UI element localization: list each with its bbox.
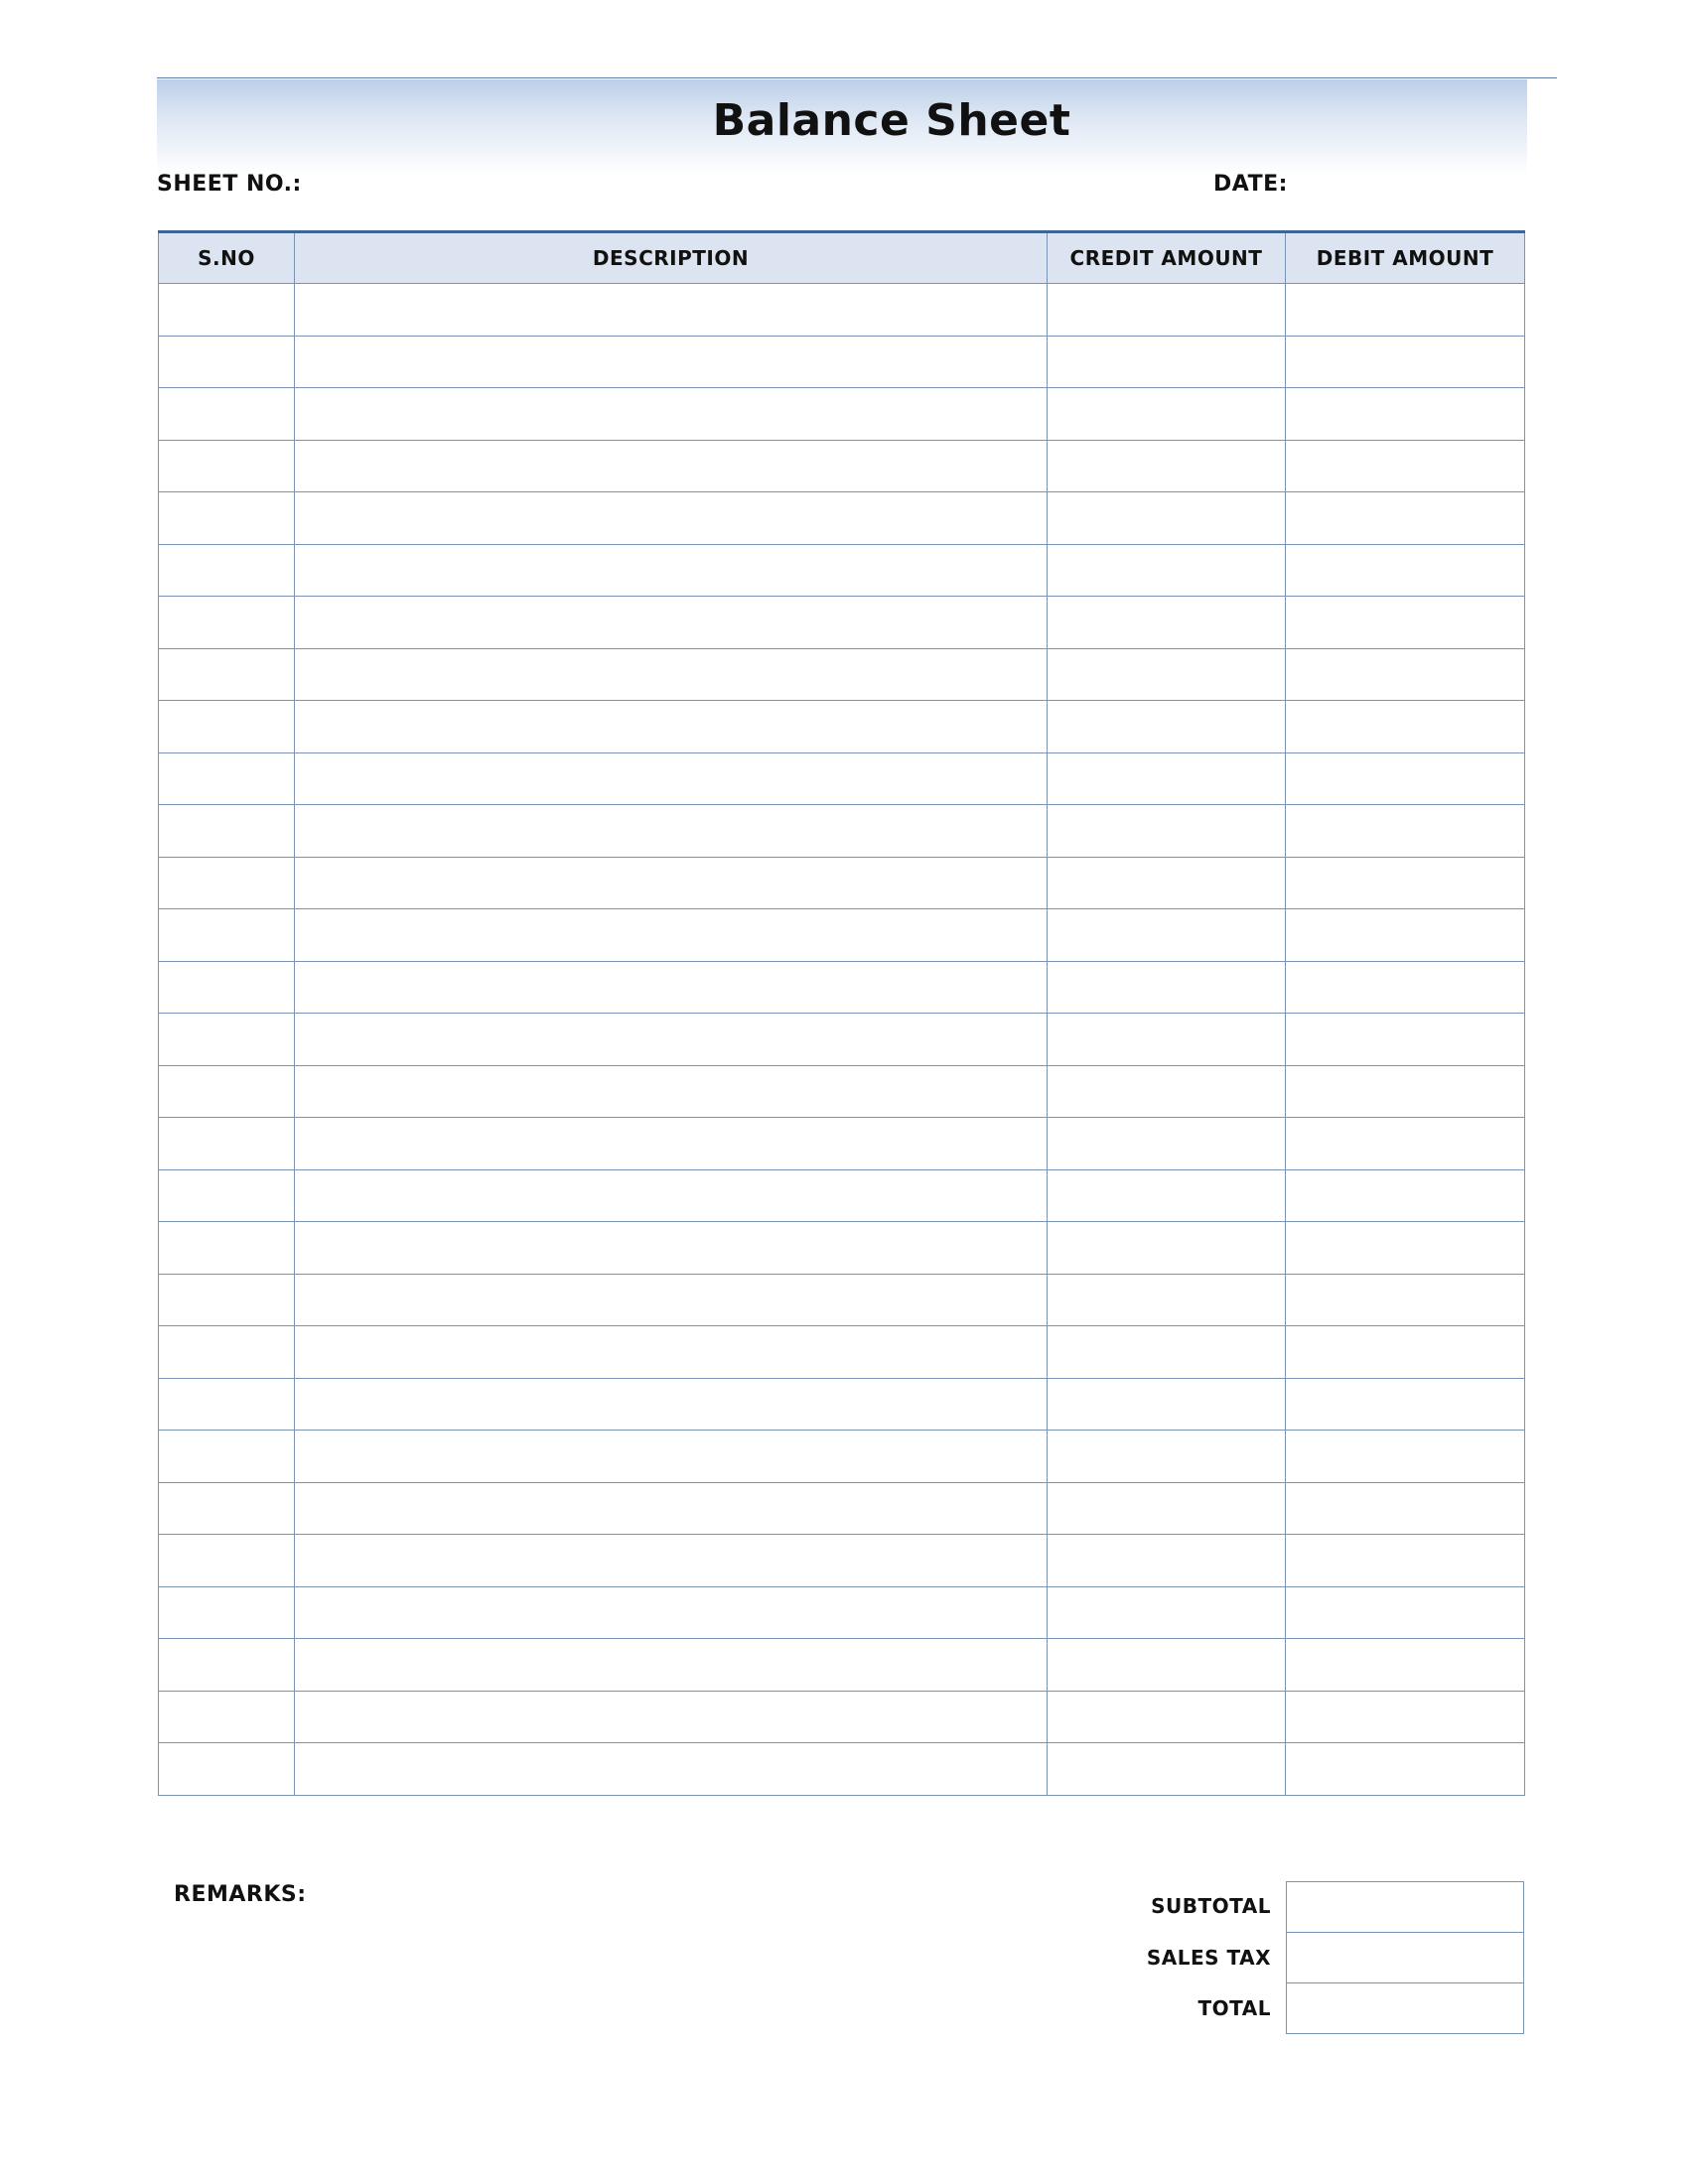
credit-amount-cell[interactable] xyxy=(1048,805,1286,858)
table-row xyxy=(159,1535,1525,1587)
column-header-sno: S.NO xyxy=(159,232,295,284)
table-row xyxy=(159,1639,1525,1692)
table-row xyxy=(159,1222,1525,1275)
credit-amount-cell[interactable] xyxy=(1048,1482,1286,1535)
sheet-no-label: SHEET NO.: xyxy=(157,172,302,197)
description-cell[interactable] xyxy=(295,440,1048,492)
description-cell[interactable] xyxy=(295,388,1048,441)
column-header-description: DESCRIPTION xyxy=(295,232,1048,284)
debit-amount-cell[interactable] xyxy=(1286,1014,1525,1066)
debit-amount-cell[interactable] xyxy=(1286,1482,1525,1535)
description-cell[interactable] xyxy=(295,336,1048,388)
debit-amount-cell[interactable] xyxy=(1286,1639,1525,1692)
page-title: Balance Sheet xyxy=(712,95,1071,146)
credit-amount-cell[interactable] xyxy=(1048,1378,1286,1431)
sno-cell[interactable] xyxy=(159,1065,295,1118)
debit-amount-cell[interactable] xyxy=(1286,597,1525,649)
sno-cell[interactable] xyxy=(159,1586,295,1639)
table-row xyxy=(159,701,1525,753)
remarks-label: REMARKS: xyxy=(174,1882,307,1907)
credit-amount-cell[interactable] xyxy=(1048,648,1286,701)
debit-amount-cell[interactable] xyxy=(1286,1535,1525,1587)
sno-cell[interactable] xyxy=(159,857,295,909)
table-row xyxy=(159,1326,1525,1379)
sno-cell[interactable] xyxy=(159,544,295,597)
subtotal-label: SUBTOTAL xyxy=(1151,1894,1271,1918)
table-row xyxy=(159,1378,1525,1431)
description-cell[interactable] xyxy=(295,597,1048,649)
description-cell[interactable] xyxy=(295,1378,1048,1431)
table-body xyxy=(159,284,1525,1796)
sno-cell[interactable] xyxy=(159,1014,295,1066)
debit-amount-cell[interactable] xyxy=(1286,1169,1525,1222)
debit-amount-cell[interactable] xyxy=(1286,857,1525,909)
debit-amount-cell[interactable] xyxy=(1286,1274,1525,1326)
sno-cell[interactable] xyxy=(159,1274,295,1326)
credit-amount-cell[interactable] xyxy=(1048,1065,1286,1118)
table-row xyxy=(159,648,1525,701)
debit-amount-cell[interactable] xyxy=(1286,1065,1525,1118)
sno-cell[interactable] xyxy=(159,336,295,388)
table-row xyxy=(159,440,1525,492)
sno-cell[interactable] xyxy=(159,1535,295,1587)
table-row xyxy=(159,857,1525,909)
description-cell[interactable] xyxy=(295,1274,1048,1326)
debit-amount-cell[interactable] xyxy=(1286,648,1525,701)
description-cell[interactable] xyxy=(295,284,1048,337)
sno-cell[interactable] xyxy=(159,1378,295,1431)
debit-amount-cell[interactable] xyxy=(1286,1743,1525,1796)
debit-amount-cell[interactable] xyxy=(1286,1691,1525,1743)
credit-amount-cell[interactable] xyxy=(1048,1169,1286,1222)
description-cell[interactable] xyxy=(295,1065,1048,1118)
debit-amount-cell[interactable] xyxy=(1286,1586,1525,1639)
debit-amount-cell[interactable] xyxy=(1286,1222,1525,1275)
description-cell[interactable] xyxy=(295,544,1048,597)
credit-amount-cell[interactable] xyxy=(1048,284,1286,337)
description-cell[interactable] xyxy=(295,1586,1048,1639)
debit-amount-cell[interactable] xyxy=(1286,544,1525,597)
sno-cell[interactable] xyxy=(159,388,295,441)
table-row xyxy=(159,1118,1525,1170)
description-cell[interactable] xyxy=(295,857,1048,909)
sno-cell[interactable] xyxy=(159,1743,295,1796)
sno-cell[interactable] xyxy=(159,440,295,492)
table-row xyxy=(159,1691,1525,1743)
sno-cell[interactable] xyxy=(159,492,295,545)
description-cell[interactable] xyxy=(295,492,1048,545)
table-row xyxy=(159,388,1525,441)
description-cell[interactable] xyxy=(295,1691,1048,1743)
credit-amount-cell[interactable] xyxy=(1048,1222,1286,1275)
description-cell[interactable] xyxy=(295,1639,1048,1692)
table-row xyxy=(159,1065,1525,1118)
table-row xyxy=(159,492,1525,545)
table-row xyxy=(159,1743,1525,1796)
sno-cell[interactable] xyxy=(159,1222,295,1275)
description-cell[interactable] xyxy=(295,1222,1048,1275)
table-row xyxy=(159,1586,1525,1639)
table-row xyxy=(159,544,1525,597)
credit-amount-cell[interactable] xyxy=(1048,752,1286,805)
debit-amount-cell[interactable] xyxy=(1286,961,1525,1014)
description-cell[interactable] xyxy=(295,1169,1048,1222)
debit-amount-cell[interactable] xyxy=(1286,909,1525,962)
column-header-credit-amount: CREDIT AMOUNT xyxy=(1048,232,1286,284)
credit-amount-cell[interactable] xyxy=(1048,701,1286,753)
table-row xyxy=(159,1482,1525,1535)
sno-cell[interactable] xyxy=(159,648,295,701)
description-cell[interactable] xyxy=(295,1118,1048,1170)
sno-cell[interactable] xyxy=(159,701,295,753)
balance-sheet-table xyxy=(158,230,1525,1796)
table-row xyxy=(159,961,1525,1014)
debit-amount-cell[interactable] xyxy=(1286,388,1525,441)
description-cell[interactable] xyxy=(295,1326,1048,1379)
credit-amount-cell[interactable] xyxy=(1048,336,1286,388)
table-row xyxy=(159,805,1525,858)
credit-amount-cell[interactable] xyxy=(1048,1118,1286,1170)
credit-amount-cell[interactable] xyxy=(1048,961,1286,1014)
description-cell[interactable] xyxy=(295,961,1048,1014)
debit-amount-cell[interactable] xyxy=(1286,1378,1525,1431)
debit-amount-cell[interactable] xyxy=(1286,492,1525,545)
table-row xyxy=(159,1014,1525,1066)
credit-amount-cell[interactable] xyxy=(1048,1431,1286,1483)
description-cell[interactable] xyxy=(295,805,1048,858)
debit-amount-cell[interactable] xyxy=(1286,805,1525,858)
date-label: DATE: xyxy=(1213,172,1288,197)
credit-amount-cell[interactable] xyxy=(1048,1274,1286,1326)
table-row xyxy=(159,284,1525,337)
table-row xyxy=(159,1274,1525,1326)
table-row xyxy=(159,1431,1525,1483)
credit-amount-cell[interactable] xyxy=(1048,1639,1286,1692)
sno-cell[interactable] xyxy=(159,1326,295,1379)
total-field[interactable] xyxy=(1286,1982,1524,2034)
sno-cell[interactable] xyxy=(159,1118,295,1170)
description-cell[interactable] xyxy=(295,1743,1048,1796)
credit-amount-cell[interactable] xyxy=(1048,1014,1286,1066)
sno-cell[interactable] xyxy=(159,752,295,805)
sno-cell[interactable] xyxy=(159,961,295,1014)
credit-amount-cell[interactable] xyxy=(1048,1326,1286,1379)
table-row xyxy=(159,1169,1525,1222)
sales-tax-label: SALES TAX xyxy=(1146,1946,1271,1970)
debit-amount-cell[interactable] xyxy=(1286,1118,1525,1170)
description-cell[interactable] xyxy=(295,1014,1048,1066)
credit-amount-cell[interactable] xyxy=(1048,597,1286,649)
table-row xyxy=(159,597,1525,649)
debit-amount-cell[interactable] xyxy=(1286,336,1525,388)
column-header-debit-amount: DEBIT AMOUNT xyxy=(1286,232,1525,284)
table-row xyxy=(159,752,1525,805)
sno-cell[interactable] xyxy=(159,1169,295,1222)
credit-amount-cell[interactable] xyxy=(1048,909,1286,962)
credit-amount-cell[interactable] xyxy=(1048,440,1286,492)
sno-cell[interactable] xyxy=(159,1691,295,1743)
total-label: TOTAL xyxy=(1197,1996,1271,2020)
credit-amount-cell[interactable] xyxy=(1048,1691,1286,1743)
description-cell[interactable] xyxy=(295,701,1048,753)
top-rule xyxy=(157,77,1557,78)
sno-cell[interactable] xyxy=(159,805,295,858)
description-cell[interactable] xyxy=(295,752,1048,805)
sno-cell[interactable] xyxy=(159,1482,295,1535)
credit-amount-cell[interactable] xyxy=(1048,1535,1286,1587)
credit-amount-cell[interactable] xyxy=(1048,492,1286,545)
subtotal-field[interactable] xyxy=(1286,1881,1524,1933)
debit-amount-cell[interactable] xyxy=(1286,1326,1525,1379)
credit-amount-cell[interactable] xyxy=(1048,544,1286,597)
table-header-row xyxy=(159,232,1525,284)
credit-amount-cell[interactable] xyxy=(1048,1586,1286,1639)
description-cell[interactable] xyxy=(295,909,1048,962)
debit-amount-cell[interactable] xyxy=(1286,284,1525,337)
description-cell[interactable] xyxy=(295,1431,1048,1483)
sno-cell[interactable] xyxy=(159,909,295,962)
credit-amount-cell[interactable] xyxy=(1048,1743,1286,1796)
debit-amount-cell[interactable] xyxy=(1286,1431,1525,1483)
credit-amount-cell[interactable] xyxy=(1048,857,1286,909)
sno-cell[interactable] xyxy=(159,1431,295,1483)
table-row xyxy=(159,336,1525,388)
table-row xyxy=(159,909,1525,962)
description-cell[interactable] xyxy=(295,648,1048,701)
sno-cell[interactable] xyxy=(159,1639,295,1692)
debit-amount-cell[interactable] xyxy=(1286,752,1525,805)
sno-cell[interactable] xyxy=(159,597,295,649)
description-cell[interactable] xyxy=(295,1482,1048,1535)
debit-amount-cell[interactable] xyxy=(1286,701,1525,753)
debit-amount-cell[interactable] xyxy=(1286,440,1525,492)
description-cell[interactable] xyxy=(295,1535,1048,1587)
sales-tax-field[interactable] xyxy=(1286,1932,1524,1983)
credit-amount-cell[interactable] xyxy=(1048,388,1286,441)
sno-cell[interactable] xyxy=(159,284,295,337)
